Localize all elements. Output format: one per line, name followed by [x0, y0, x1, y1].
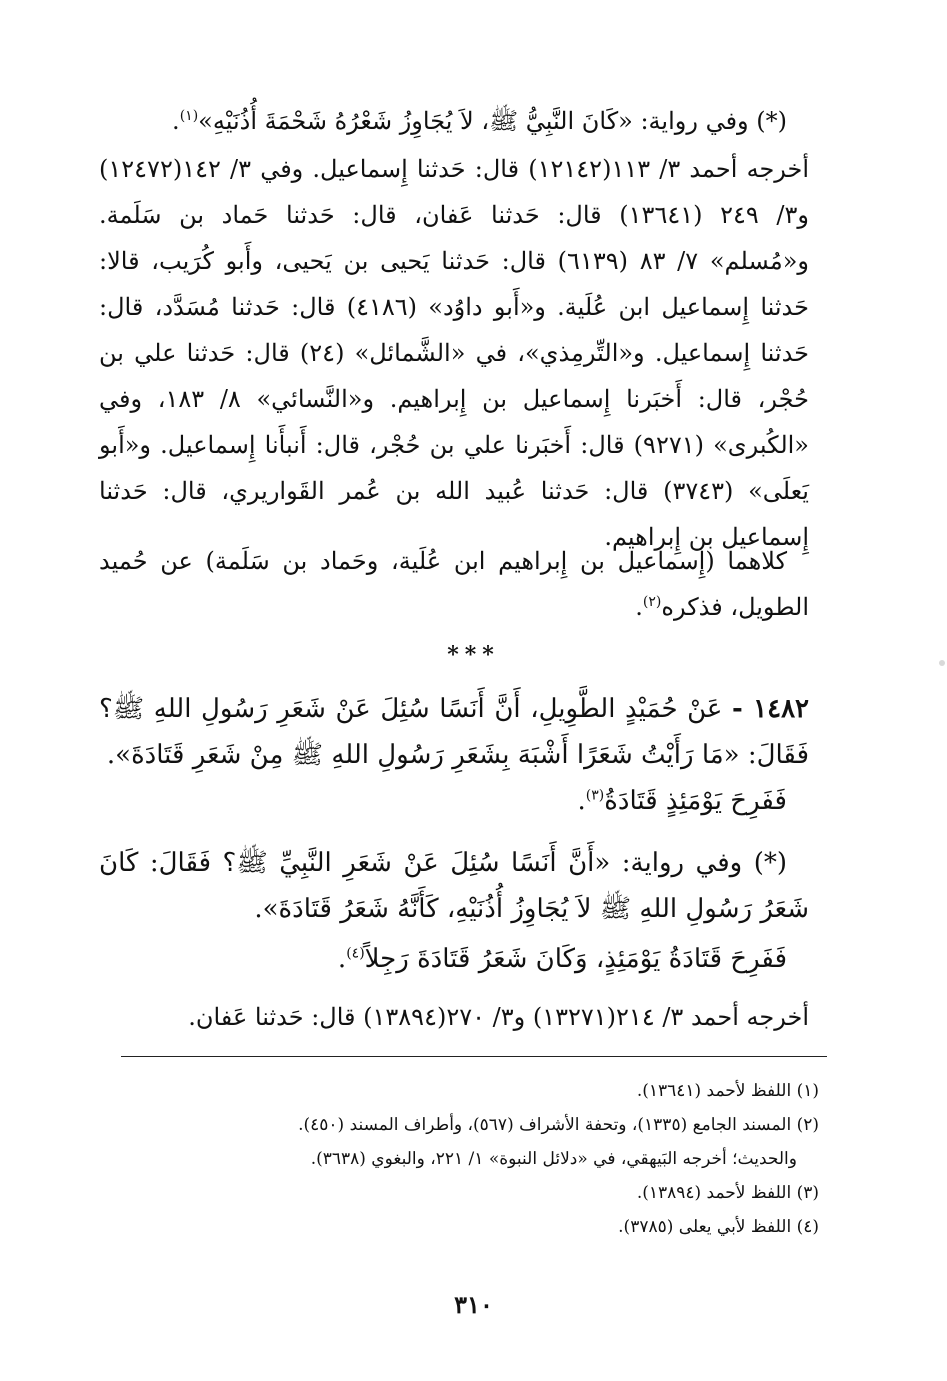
- takhrij-paragraph-2: [99, 994, 809, 1040]
- footnote-1: (١) اللفظ لأحمد (١٣٦٤١).: [636, 1081, 819, 1101]
- page-number: ٣١٠: [454, 1290, 493, 1319]
- footnote-2: (٢) المسند الجامع (١٣٣٥)، وتحفة الأشراف (٥٦٧)، وأطراف المسند (٤٥٠).: [298, 1115, 819, 1135]
- variant-text: (*) وفي رواية: «كَانَ النَّبِيُّ ﷺ، لاَ يُجَاوِزُ شَعْرُهُ شَحْمَةَ أُذُنَيْهِ»: [198, 107, 787, 135]
- variant-narration: (*) وفي رواية: «كَانَ النَّبِيُّ ﷺ، لاَ يُجَاوِزُ شَعْرُهُ شَحْمَةَ أُذُنَيْهِ»$^{(١)}$.: [172, 107, 787, 135]
- footnote-ref-1[interactable]: (١): [179, 108, 199, 124]
- hadith-number: ١٤٨٢ -: [732, 694, 810, 724]
- scan-edge-mark: [939, 660, 945, 666]
- footnote-ref-4[interactable]: (٤): [346, 945, 365, 962]
- footnote-ref-3[interactable]: (٣): [585, 787, 605, 804]
- hadith-1482: ١٤٨٢ - عَنْ حُمَيْدٍ الطَّوِيلِ، أَنَّ أَنَسًا سُئِلَ عَنْ شَعَرِ رَسُولِ اللهِ ﷺ؟ فَقَالَ: «مَا رَأَيْتُ شَعَرًا أَشْبَهَ بِشَعَرِ رَسُولِ اللهِ ﷺ مِنْ شَعَرِ قَتَادَةَ». فَفَرِحَ يَوْمَئِذٍ قَتَادَةُ$^{(٣)}$.: [99, 694, 810, 816]
- kilahuma-paragraph: كلاهما (إِسماعيل بن إِبراهيم ابن عُلَية، وحَماد بن سَلَمة) عن حُميد الطويل، فذكره$^{(٢)}$.: [99, 547, 809, 621]
- section-separator: ***: [447, 642, 500, 668]
- footnotes: [99, 1074, 819, 1244]
- hadith-text: عَنْ حُمَيْدٍ الطَّوِيلِ، أَنَّ أَنَسًا سُئِلَ عَنْ شَعَرِ رَسُولِ اللهِ ﷺ؟ فَقَالَ: «مَا رَأَيْتُ شَعَرًا أَشْبَهَ بِشَعَرِ رَسُولِ اللهِ ﷺ مِنْ شَعَرِ قَتَادَةَ».: [99, 694, 809, 770]
- farih-paragraph-2: فَفَرِحَ قَتَادَةُ يَوْمَئِذٍ، وَكَانَ شَعَرُ قَتَادَةَ رَجِلاً$^{(٤)}$.: [337, 944, 787, 974]
- footnote-4: (٤) اللفظ لأبي يعلى (٣٧٨٥).: [618, 1217, 819, 1237]
- takhrij-paragraph: [99, 146, 809, 560]
- footnote-divider: [121, 1056, 827, 1057]
- footnote-ref-2[interactable]: (٢): [642, 594, 662, 610]
- hadith-farih: فَفَرِحَ يَوْمَئِذٍ قَتَادَةُ: [604, 786, 787, 816]
- variant2-text: (*) وفي رواية: «أَنَّ أَنَسًا سُئِلَ عَنْ شَعَرِ النَّبِيِّ ﷺ؟ فَقَالَ: كَانَ شَعَرُ رَسُولِ اللهِ ﷺ لاَ يُجَاوِزُ أُذُنَيْهِ، كَأَنَّهُ شَعَرُ قَتَادَةَ».: [99, 848, 809, 924]
- footnote-2-continuation: والحديث؛ أخرجه البَيهقي، في «دلائل النبوة» ١/ ٢٢١، والبغوي (٣٦٣٨).: [310, 1149, 797, 1169]
- kilahuma-text: كلاهما (إِسماعيل بن إِبراهيم ابن عُلَية، وحَماد بن سَلَمة) عن حُميد الطويل، فذكره: [99, 547, 809, 621]
- takhrij-text: أخرجه أحمد ٣/ ١١٣(١٢١٤٢) قال: حَدثنا إِسماعيل. وفي ٣/ ١٤٢(١٢٤٧٢) و٣/ ٢٤٩ (١٣٦٤١) قال: حَدثنا عَفان، قال: حَدثنا حَماد بن سَلَمة. و«مُسلم» ٧/ ٨٣ (٦١٣٩) قال: حَدثنا يَحيى بن يَحيى، وأَبو كُرَيب، قالا: حَدثنا إِسماعيل ابن عُلَية. و«أَبو داوُد» (٤١٨٦) قال: حَدثنا مُسَدَّد، قال: حَدثنا إِسماعيل. و«التِّرمِذي»، في «الشَّمائل» (٢٤) قال: حَدثنا علي بن حُجْر، قال: أَخبَرنا إِسماعيل بن إِبراهيم. و«النَّسائي» ٨/ ١٨٣، وفي «الكُبرى» (٩٢٧١) قال: أَخبَرنا علي بن حُجْر، قال: أَنبأَنا إِسماعيل. و«أَبو يَعلَى» (٣٧٤٣) قال: حَدثنا عُبيد الله بن عُمر القَواريري، قال: حَدثنا إِسماعيل بن إِبراهيم.: [99, 155, 810, 551]
- footnote-3: (٣) اللفظ لأحمد (١٣٨٩٤).: [636, 1183, 819, 1203]
- variant-narration-2: [99, 840, 809, 932]
- farih2-text: فَفَرِحَ قَتَادَةُ يَوْمَئِذٍ، وَكَانَ شَعَرُ قَتَادَةَ رَجِلاً: [364, 944, 787, 974]
- takhrij2-text: أخرجه أحمد ٣/ ٢١٤(١٣٢٧١) و٣/ ٢٧٠(١٣٨٩٤) قال: حَدثنا عَفان.: [188, 1003, 809, 1031]
